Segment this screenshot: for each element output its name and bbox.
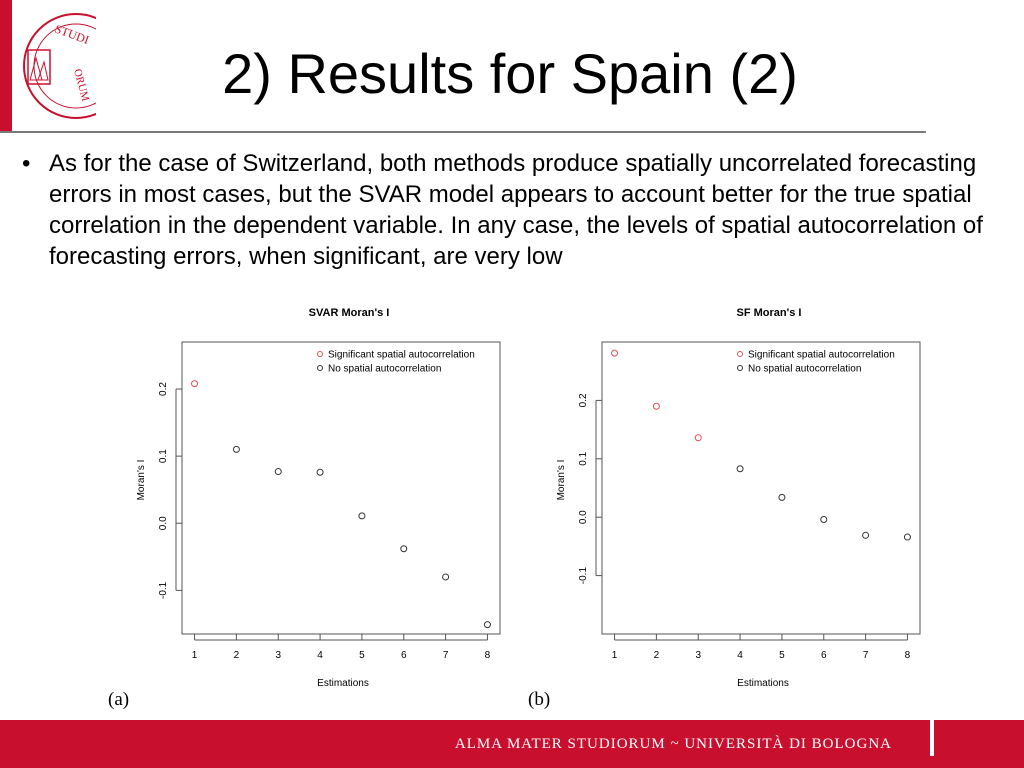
page-title: 2) Results for Spain (2) bbox=[222, 42, 798, 105]
x-tick-label: 3 bbox=[695, 650, 702, 661]
non-significant-point bbox=[904, 534, 910, 540]
chart-title: SVAR Moran's I bbox=[308, 307, 390, 319]
svg-text:ORUM: ORUM bbox=[71, 67, 92, 103]
bullet-text: As for the case of Switzerland, both methods produce spatially uncorrelated forecasting errors in most cases, but the SVAR model appears to account better for the true spatial correlation in the dependent variable. In any case, the levels of spatial autocorrelation of forecasting errors, when significant, are very low bbox=[49, 150, 983, 270]
x-tick-label: 2 bbox=[233, 650, 240, 661]
plot-frame bbox=[602, 342, 920, 634]
bullet-item bbox=[22, 148, 1012, 294]
sf-moran-chart bbox=[528, 300, 950, 720]
significant-point bbox=[653, 403, 659, 409]
non-significant-point bbox=[863, 532, 869, 538]
footer-university-name: ALMA MATER STUDIORUM ~ UNIVERSITÀ DI BOLOGNA bbox=[454, 736, 892, 752]
y-tick-label: 0.1 bbox=[158, 449, 169, 464]
legend-marker bbox=[318, 366, 323, 371]
university-seal-logo bbox=[14, 10, 96, 130]
svar-moran-chart bbox=[108, 300, 530, 720]
title-divider bbox=[0, 131, 926, 133]
non-significant-point bbox=[443, 574, 449, 580]
significant-point bbox=[695, 435, 701, 441]
non-significant-point bbox=[821, 517, 827, 523]
y-tick-label: 0.2 bbox=[578, 393, 589, 408]
x-tick-label: 7 bbox=[862, 650, 869, 661]
non-significant-point bbox=[484, 622, 490, 628]
x-tick-label: 5 bbox=[359, 650, 365, 661]
x-axis-label: Estimations bbox=[317, 678, 369, 689]
x-tick-label: 2 bbox=[653, 650, 660, 661]
plot-frame bbox=[182, 342, 500, 634]
legend-marker bbox=[318, 352, 323, 357]
x-tick-label: 1 bbox=[611, 650, 618, 661]
x-tick-label: 4 bbox=[737, 650, 743, 661]
x-tick-label: 8 bbox=[484, 650, 491, 661]
legend-label: No spatial autocorrelation bbox=[328, 363, 442, 375]
y-tick-label: 0.0 bbox=[578, 510, 589, 525]
x-axis-label: Estimations bbox=[737, 678, 789, 689]
legend-label: No spatial autocorrelation bbox=[748, 363, 862, 375]
chart-title: SF Moran's I bbox=[736, 307, 802, 319]
x-tick-label: 5 bbox=[779, 650, 785, 661]
significant-point bbox=[612, 350, 618, 356]
non-significant-point bbox=[275, 469, 281, 475]
x-tick-label: 6 bbox=[820, 650, 827, 661]
bullet-symbol: • bbox=[22, 150, 31, 177]
panel-label: (b) bbox=[528, 689, 551, 710]
non-significant-point bbox=[233, 446, 239, 452]
non-significant-point bbox=[779, 494, 785, 500]
accent-bar bbox=[0, 0, 12, 132]
non-significant-point bbox=[401, 546, 407, 552]
x-tick-label: 7 bbox=[442, 650, 449, 661]
non-significant-point bbox=[317, 469, 323, 475]
y-axis-label: Moran's I bbox=[136, 459, 147, 501]
legend-label: Significant spatial autocorrelation bbox=[748, 349, 895, 361]
x-tick-label: 6 bbox=[400, 650, 407, 661]
footer-mark bbox=[930, 716, 934, 756]
y-axis-label: Moran's I bbox=[556, 459, 567, 501]
x-tick-label: 1 bbox=[191, 650, 198, 661]
significant-point bbox=[192, 381, 198, 387]
svg-text:STUDI: STUDI bbox=[52, 21, 91, 47]
x-tick-label: 4 bbox=[317, 650, 323, 661]
y-tick-label: 0.0 bbox=[158, 516, 169, 531]
legend-label: Significant spatial autocorrelation bbox=[328, 349, 475, 361]
panel-label: (a) bbox=[108, 689, 130, 710]
non-significant-point bbox=[737, 466, 743, 472]
y-tick-label: 0.1 bbox=[578, 451, 589, 466]
non-significant-point bbox=[359, 513, 365, 519]
y-tick-label: -0.1 bbox=[578, 566, 589, 585]
y-tick-label: -0.1 bbox=[158, 581, 169, 599]
x-tick-label: 8 bbox=[904, 650, 911, 661]
legend-marker bbox=[738, 352, 743, 357]
y-tick-label: 0.2 bbox=[158, 382, 169, 396]
legend-marker bbox=[738, 366, 743, 371]
x-tick-label: 3 bbox=[275, 650, 282, 661]
